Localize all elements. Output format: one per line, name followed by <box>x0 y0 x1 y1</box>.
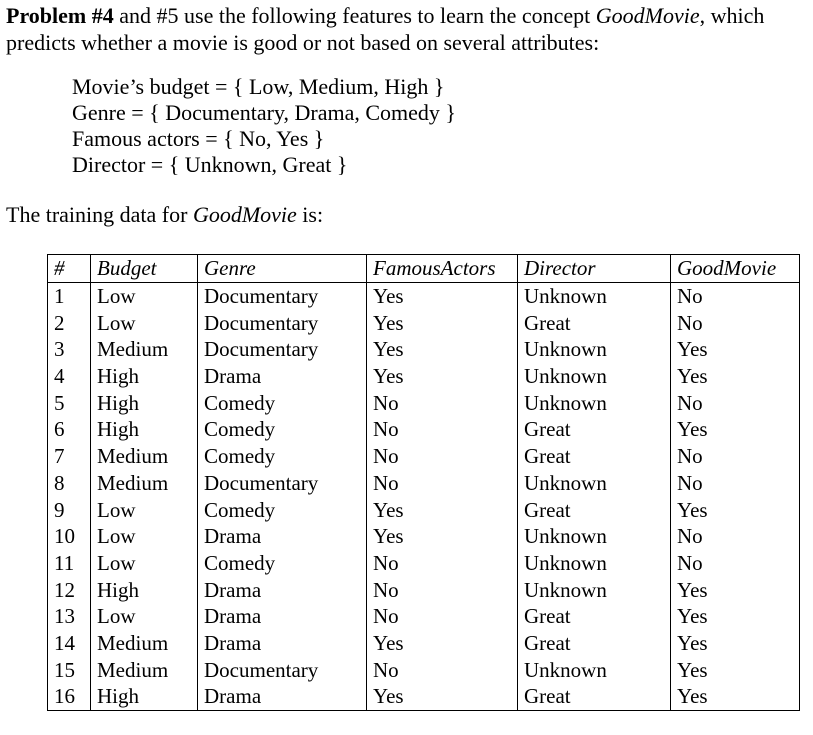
table-row <box>48 336 800 363</box>
cell-good-movie: Yes <box>671 603 800 630</box>
cell-director: Unknown <box>518 336 671 363</box>
table-row <box>48 603 800 630</box>
cell-famous-actors: No <box>367 550 518 577</box>
training-caption <box>6 202 323 228</box>
cell-good-movie: Yes <box>671 363 800 390</box>
cell-famous-actors: Yes <box>367 336 518 363</box>
cell-director: Unknown <box>518 576 671 603</box>
cell-genre: Drama <box>198 603 367 630</box>
problem-label: Problem #4 <box>6 3 114 28</box>
cell-director: Unknown <box>518 470 671 497</box>
cell-index: 9 <box>48 496 91 523</box>
cell-good-movie: Yes <box>671 336 800 363</box>
cell-genre: Comedy <box>198 389 367 416</box>
cell-good-movie: No <box>671 282 800 309</box>
cell-director: Unknown <box>518 363 671 390</box>
cell-genre: Comedy <box>198 443 367 470</box>
cell-good-movie: No <box>671 470 800 497</box>
cell-famous-actors: No <box>367 443 518 470</box>
cell-budget: Low <box>91 523 198 550</box>
cell-genre: Drama <box>198 683 367 710</box>
cell-famous-actors: No <box>367 416 518 443</box>
cell-index: 4 <box>48 363 91 390</box>
cell-index: 11 <box>48 550 91 577</box>
cell-genre: Comedy <box>198 416 367 443</box>
cell-budget: Medium <box>91 336 198 363</box>
attribute-genre: Genre = { Documentary, Drama, Comedy } <box>72 100 456 125</box>
cell-famous-actors: No <box>367 389 518 416</box>
table-row <box>48 309 800 336</box>
concept-name: GoodMovie <box>595 3 700 28</box>
problem-text: and #5 use the following features to learn the concept <box>113 3 596 28</box>
cell-good-movie: Yes <box>671 656 800 683</box>
cell-famous-actors: Yes <box>367 523 518 550</box>
cell-director: Unknown <box>518 550 671 577</box>
cell-good-movie: No <box>671 309 800 336</box>
table-row <box>48 389 800 416</box>
cell-genre: Drama <box>198 363 367 390</box>
problem-text-rest: , which predicts whether a movie is good or not based on several attributes: <box>6 3 765 55</box>
table-row <box>48 656 800 683</box>
cell-index: 14 <box>48 630 91 657</box>
cell-famous-actors: No <box>367 603 518 630</box>
table-row <box>48 443 800 470</box>
table-row <box>48 576 800 603</box>
cell-director: Unknown <box>518 282 671 309</box>
cell-index: 7 <box>48 443 91 470</box>
cell-famous-actors: Yes <box>367 363 518 390</box>
table-row <box>48 496 800 523</box>
cell-director: Unknown <box>518 389 671 416</box>
cell-index: 15 <box>48 656 91 683</box>
cell-genre: Comedy <box>198 550 367 577</box>
cell-good-movie: No <box>671 550 800 577</box>
cell-index: 10 <box>48 523 91 550</box>
cell-famous-actors: Yes <box>367 630 518 657</box>
cell-genre: Drama <box>198 630 367 657</box>
cell-genre: Documentary <box>198 309 367 336</box>
cell-genre: Documentary <box>198 656 367 683</box>
table-row <box>48 630 800 657</box>
cell-good-movie: No <box>671 523 800 550</box>
header-genre: Genre <box>198 255 367 283</box>
cell-famous-actors: Yes <box>367 309 518 336</box>
table-row <box>48 282 800 309</box>
cell-good-movie: No <box>671 389 800 416</box>
cell-index: 8 <box>48 470 91 497</box>
header-director: Director <box>518 255 671 283</box>
cell-index: 3 <box>48 336 91 363</box>
cell-good-movie: No <box>671 443 800 470</box>
cell-budget: High <box>91 363 198 390</box>
cell-famous-actors: Yes <box>367 683 518 710</box>
cell-budget: High <box>91 576 198 603</box>
cell-budget: High <box>91 389 198 416</box>
cell-genre: Drama <box>198 576 367 603</box>
cell-budget: Medium <box>91 656 198 683</box>
cell-good-movie: Yes <box>671 630 800 657</box>
table-row <box>48 416 800 443</box>
cell-good-movie: Yes <box>671 416 800 443</box>
cell-famous-actors: No <box>367 470 518 497</box>
attribute-famous-actors: Famous actors = { No, Yes } <box>72 126 325 151</box>
cell-index: 13 <box>48 603 91 630</box>
attribute-director: Director = { Unknown, Great } <box>72 152 348 177</box>
cell-director: Unknown <box>518 656 671 683</box>
cell-budget: High <box>91 683 198 710</box>
cell-budget: Low <box>91 309 198 336</box>
cell-budget: Low <box>91 550 198 577</box>
cell-budget: High <box>91 416 198 443</box>
cell-genre: Documentary <box>198 470 367 497</box>
cell-famous-actors: Yes <box>367 282 518 309</box>
training-data-table <box>47 254 800 711</box>
cell-famous-actors: Yes <box>367 496 518 523</box>
cell-index: 1 <box>48 282 91 309</box>
cell-index: 12 <box>48 576 91 603</box>
cell-director: Great <box>518 683 671 710</box>
cell-director: Great <box>518 443 671 470</box>
training-concept: GoodMovie <box>192 202 297 227</box>
cell-good-movie: Yes <box>671 496 800 523</box>
header-budget: Budget <box>91 255 198 283</box>
cell-director: Great <box>518 416 671 443</box>
table-row <box>48 683 800 710</box>
cell-genre: Comedy <box>198 496 367 523</box>
header-good-movie: GoodMovie <box>671 255 800 283</box>
header-index: # <box>48 255 91 283</box>
cell-famous-actors: No <box>367 656 518 683</box>
cell-budget: Medium <box>91 443 198 470</box>
table-row <box>48 550 800 577</box>
cell-index: 5 <box>48 389 91 416</box>
cell-budget: Medium <box>91 470 198 497</box>
cell-good-movie: Yes <box>671 576 800 603</box>
cell-budget: Low <box>91 496 198 523</box>
table-row <box>48 363 800 390</box>
cell-genre: Documentary <box>198 282 367 309</box>
table-header-row <box>48 255 800 283</box>
training-suffix: is: <box>296 202 324 227</box>
cell-director: Great <box>518 309 671 336</box>
cell-genre: Documentary <box>198 336 367 363</box>
header-famous-actors: FamousActors <box>367 255 518 283</box>
problem-statement <box>6 2 806 56</box>
table-row <box>48 523 800 550</box>
cell-budget: Low <box>91 603 198 630</box>
training-prefix: The training data for <box>6 202 193 227</box>
table-row <box>48 470 800 497</box>
cell-budget: Medium <box>91 630 198 657</box>
cell-director: Great <box>518 603 671 630</box>
cell-genre: Drama <box>198 523 367 550</box>
attribute-budget: Movie’s budget = { Low, Medium, High } <box>72 74 445 99</box>
cell-good-movie: Yes <box>671 683 800 710</box>
cell-index: 2 <box>48 309 91 336</box>
cell-index: 6 <box>48 416 91 443</box>
cell-director: Great <box>518 630 671 657</box>
cell-director: Unknown <box>518 523 671 550</box>
table-body <box>48 282 800 710</box>
cell-director: Great <box>518 496 671 523</box>
cell-index: 16 <box>48 683 91 710</box>
cell-budget: Low <box>91 282 198 309</box>
attribute-list <box>72 74 456 178</box>
cell-famous-actors: No <box>367 576 518 603</box>
